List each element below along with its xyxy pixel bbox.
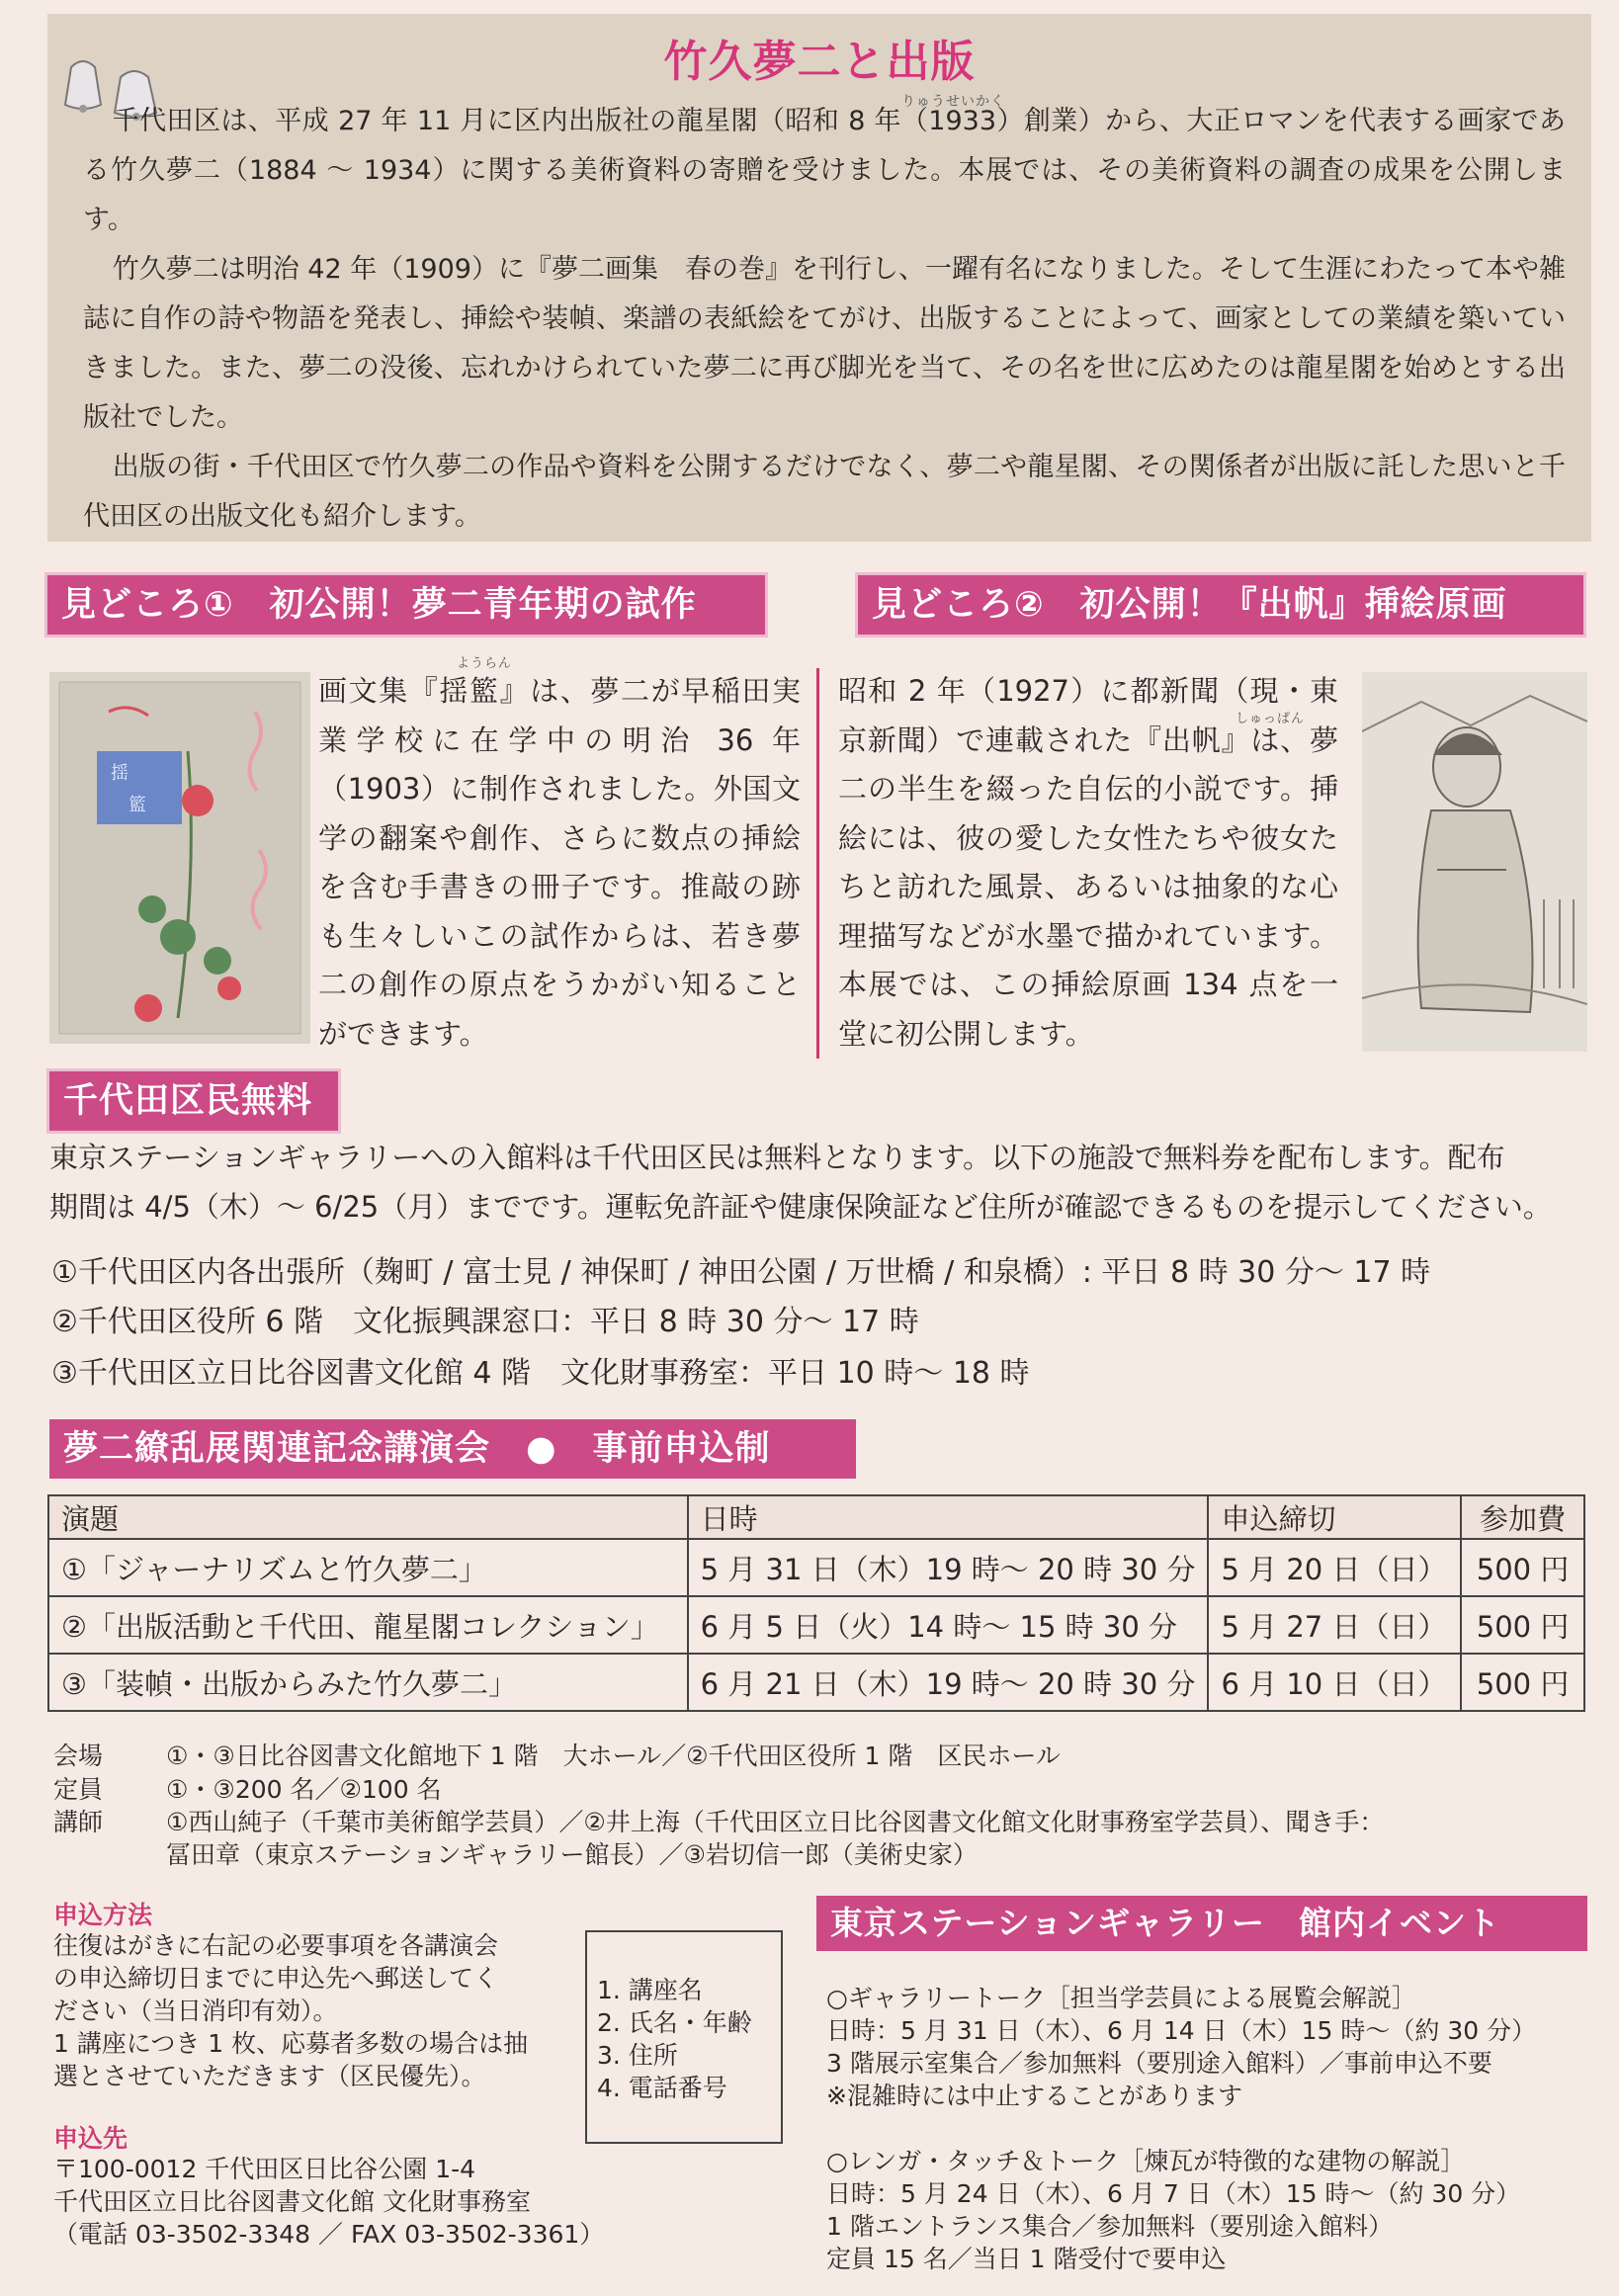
shuppan-illustration-image bbox=[1362, 672, 1587, 1052]
event-line: 日時：5 月 31 日（木）、6 月 14 日（木）15 時〜（約 30 分） bbox=[826, 2016, 1537, 2045]
lecturers-line-1: ①西山純子（千葉市美術館学芸員）／②井上海（千代田区立日比谷図書文化館文化財事務室学芸員）、聞き手： bbox=[166, 1808, 1385, 1836]
lectures-heading: 夢二繚乱展関連記念講演会 ● 事前申込制 bbox=[49, 1419, 856, 1479]
intro-ruby: りゅうせいかく bbox=[901, 94, 1005, 110]
table-row bbox=[48, 1539, 1584, 1596]
apply-address bbox=[53, 2153, 607, 2251]
lecture-datetime: 5 月 31 日（木）19 時〜 20 時 30 分 bbox=[688, 1539, 1209, 1596]
required-items-box bbox=[585, 1930, 783, 2144]
capacity-label: 定員 bbox=[53, 1775, 104, 1804]
free-text-line-1: 東京ステーションギャラリーへの入館料は千代田区民は無料となります。以下の施設で無料券を配布します。配布 bbox=[49, 1141, 1505, 1174]
venue-text: ①・③日比谷図書文化館地下 1 階 大ホール／②千代田区役所 1 階 区民ホール bbox=[166, 1742, 1061, 1770]
column-header-datetime: 日時 bbox=[688, 1495, 1209, 1539]
facility-2: ②千代田区役所 6 階 文化振興課窓口：平日 8 時 30 分〜 17 時 bbox=[51, 1305, 919, 1339]
required-item: 3. 住所 bbox=[597, 2041, 678, 2070]
lecture-datetime: 6 月 5 日（火）14 時〜 15 時 30 分 bbox=[688, 1596, 1209, 1654]
apply-method-line: 選とさせていただきます（区民優先）。 bbox=[53, 2062, 486, 2090]
event-line: 3 階展示室集合／参加無料（要別途入館料）／事前申込不要 bbox=[826, 2049, 1492, 2078]
highlight1-text: 画文集『揺籃』は、夢二が早稲田実業学校に在学中の明治 36 年（1903）に制作されました。外国文学の翻案や創作、さらに数点の挿絵を含む手書きの冊子です。推敲の跡も生々しいこの試作からは、若き夢二の創作の原点をうかがい知ることができます。 bbox=[318, 674, 801, 1051]
intro-paragraph-2: 竹久夢二は明治 42 年（1909）に『夢二画集 春の巻』を刊行し、一躍有名になりました。そして生涯にわたって本や雑誌に自作の詩や物語を発表し、挿絵や装幀、楽譜の表紙絵をてがけ、出版することによって、画家としての業績を築いていきました。また、夢二の没後、忘れかけられていた夢二に再び脚光を当て、その名を世に広めたのは龍星閣を始めとする出版社でした。 bbox=[83, 254, 1566, 433]
required-item: 1. 講座名 bbox=[597, 1976, 703, 2004]
lecture-fee: 500 円 bbox=[1461, 1654, 1584, 1711]
highlight2-text: 昭和 2 年（1927）に都新聞（現・東京新聞）で連載された『出帆』は、夢二の半生を綴った自伝的小説です。挿絵には、彼の愛した女性たちや彼女たちと訪れた風景、あるいは抽象的な心理描写などが水墨で描かれています。本展では、この挿絵原画 134 点を一堂に初公開します。 bbox=[838, 674, 1338, 1051]
intro-paragraph-3: 出版の街・千代田区で竹久夢二の作品や資料を公開するだけでなく、夢二や龍星閣、その関係者が出版に託した思いと千代田区の出版文化も紹介します。 bbox=[83, 452, 1566, 532]
apply-method-line: ださい（当日消印有効）。 bbox=[53, 1997, 338, 2025]
capacity-text: ①・③200 名／②100 名 bbox=[166, 1775, 442, 1804]
lecturer-label: 講師 bbox=[53, 1808, 104, 1836]
lecture-deadline: 5 月 20 日（日） bbox=[1208, 1539, 1461, 1596]
intro-panel bbox=[47, 14, 1591, 542]
lecture-title: ①「ジャーナリズムと竹久夢二」 bbox=[48, 1539, 688, 1596]
event-line: 定員 15 名／当日 1 階受付で要申込 bbox=[826, 2245, 1227, 2273]
highlight1-ruby: ようらん bbox=[457, 656, 513, 671]
highlight1-heading: 見どころ① 初公開！夢二青年期の試作 bbox=[47, 575, 765, 635]
lecture-title: ③「装幀・出版からみた竹久夢二」 bbox=[48, 1654, 688, 1711]
svg-text:揺: 揺 bbox=[111, 763, 128, 784]
required-item: 2. 氏名・年齢 bbox=[597, 2008, 752, 2037]
apply-method-label: 申込方法 bbox=[53, 1901, 153, 1929]
column-header-title: 演題 bbox=[48, 1495, 688, 1539]
intro-paragraph-1: 千代田区は、平成 27 年 11 月に区内出版社の龍星閣（昭和 8 年（1933）創業）から、大正ロマンを代表する画家である竹久夢二（1884 〜 1934）に関する美術資料の寄贈を受けました。本展では、その美術資料の調査の成果を公開します。 bbox=[83, 106, 1566, 235]
event-line: ○レンガ・タッチ＆トーク［煉瓦が特徴的な建物の解説］ bbox=[826, 2147, 1466, 2175]
yoran-book-image bbox=[49, 672, 310, 1044]
address-line: （電話 03-3502-3348 ／ FAX 03-3502-3361） bbox=[53, 2220, 605, 2249]
lecture-datetime: 6 月 21 日（木）19 時〜 20 時 30 分 bbox=[688, 1654, 1209, 1711]
column-header-fee: 参加費 bbox=[1461, 1495, 1584, 1539]
highlight2-ruby: しゅっぱん bbox=[1236, 712, 1306, 726]
lecture-deadline: 5 月 27 日（日） bbox=[1208, 1596, 1461, 1654]
column-header-deadline: 申込締切 bbox=[1208, 1495, 1461, 1539]
table-row bbox=[48, 1596, 1584, 1654]
event-line: ※混雑時には中止することがあります bbox=[826, 2082, 1242, 2110]
facility-3: ③千代田区立日比谷図書文化館 4 階 文化財事務室：平日 10 時〜 18 時 bbox=[51, 1356, 1030, 1391]
apply-address-label: 申込先 bbox=[53, 2124, 128, 2153]
free-text-line-2: 期間は 4/5（木）〜 6/25（月）までです。運転免許証や健康保険証など住所が確認できるものを提示してください。 bbox=[49, 1190, 1552, 1224]
free-heading: 千代田区民無料 bbox=[49, 1071, 338, 1131]
page-title: 竹久夢二と出版 bbox=[663, 37, 976, 87]
lecture-table bbox=[47, 1494, 1585, 1712]
event-line: 1 階エントランス集合／参加無料（要別途入館料） bbox=[826, 2212, 1394, 2241]
event-line: 日時：5 月 24 日（木）、6 月 7 日（木）15 時〜（約 30 分） bbox=[826, 2179, 1521, 2208]
events-heading: 東京ステーションギャラリー 館内イベント bbox=[816, 1896, 1587, 1951]
venue-label: 会場 bbox=[53, 1742, 104, 1770]
table-row bbox=[48, 1654, 1584, 1711]
apply-method-text bbox=[53, 1929, 587, 2092]
facility-1: ①千代田区内各出張所（麹町 / 富士見 / 神保町 / 神田公園 / 万世橋 / 和泉橋）: 平日 8 時 30 分〜 17 時 bbox=[51, 1255, 1431, 1290]
address-line: 〒100-0012 千代田区日比谷公園 1-4 bbox=[53, 2155, 476, 2183]
address-line: 千代田区立日比谷図書文化館 文化財事務室 bbox=[53, 2187, 531, 2216]
column-divider bbox=[816, 668, 819, 1059]
lecturers-line-2: 冨田章（東京ステーションギャラリー館長）／③岩切信一郎（美術史家） bbox=[166, 1840, 978, 1869]
lecture-fee: 500 円 bbox=[1461, 1596, 1584, 1654]
apply-method-line: の申込締切日までに申込先へ郵送してく bbox=[53, 1964, 499, 1993]
lecture-fee: 500 円 bbox=[1461, 1539, 1584, 1596]
required-item: 4. 電話番号 bbox=[597, 2074, 727, 2102]
apply-method-line: 往復はがきに右記の必要事項を各講演会 bbox=[53, 1931, 499, 1960]
highlight2-heading: 見どころ② 初公開！『出帆』挿絵原画 bbox=[858, 575, 1583, 635]
apply-method-line: 1 講座につき 1 枚、応募者多数の場合は抽 bbox=[53, 2029, 529, 2058]
svg-text:籃: 籃 bbox=[128, 795, 146, 815]
lecture-title: ②「出版活動と千代田、龍星閣コレクション」 bbox=[48, 1596, 688, 1654]
lecture-deadline: 6 月 10 日（日） bbox=[1208, 1654, 1461, 1711]
event-line: ○ギャラリートーク［担当学芸員による展覧会解説］ bbox=[826, 1984, 1416, 2012]
table-header-row bbox=[48, 1495, 1584, 1539]
